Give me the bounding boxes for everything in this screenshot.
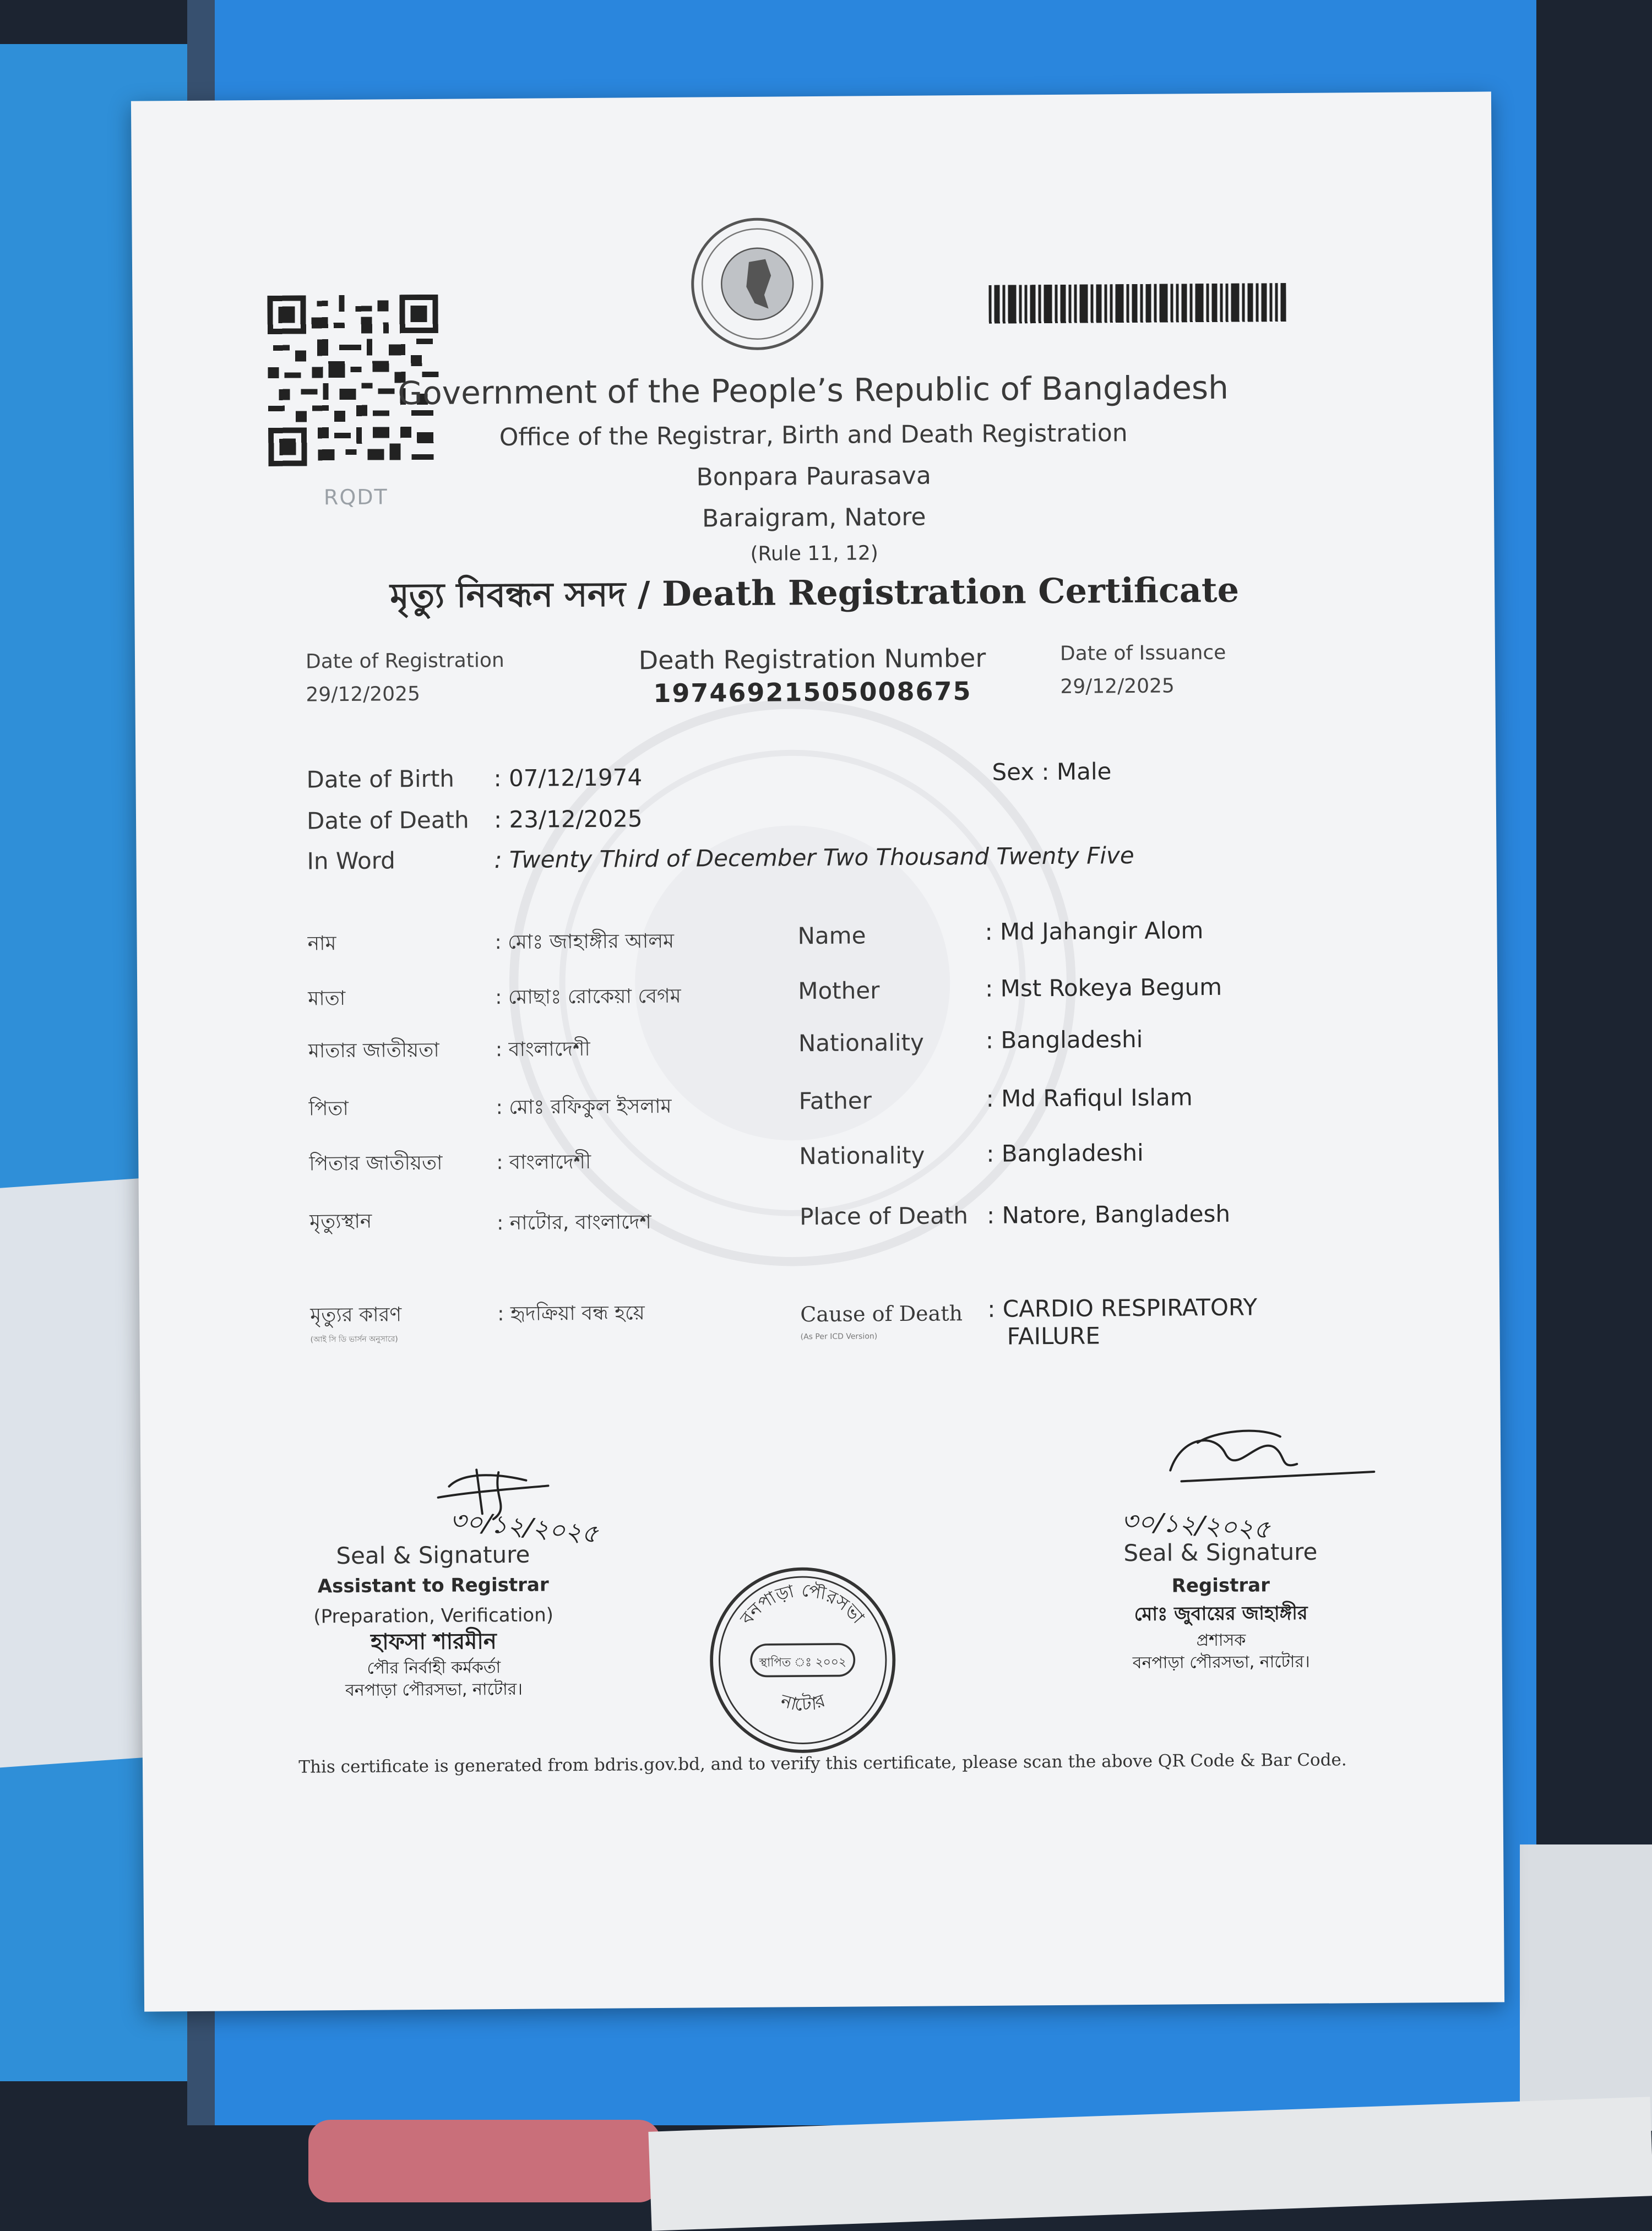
rule-reference: (Rule 11, 12) [750,542,879,565]
date-of-issuance-label: Date of Issuance [1059,641,1226,665]
name-value: : Md Jahangir Alom [985,917,1204,945]
registrar-handwritten-date: ৩০/১২/২০২৫ [1120,1505,1271,1544]
bn-father-nationality-label: পিতার জাতীয়তা [309,1151,443,1176]
mother-value: : Mst Rokeya Begum [985,973,1222,1002]
bn-father-label: পিতা [308,1097,349,1120]
seal-middle-text: স্থাপিত ঃ ২০০২ [759,1655,846,1670]
mother-label: Mother [798,977,880,1005]
date-of-registration-value: 29/12/2025 [306,683,421,706]
bn-cause-note: (আই সি ডি ভার্সন অনুসারে) [310,1335,398,1345]
svg-text:নাটোর [778,1690,829,1716]
date-of-death-value: : 23/12/2025 [493,805,643,834]
bn-place-of-death-value: : নাটোর, বাংলাদেশ [497,1211,651,1235]
office-title: Office of the Registrar, Birth and Death Registration [499,419,1128,452]
seal-bottom-text: নাটোর [778,1690,828,1715]
place-of-death-label: Place of Death [799,1202,969,1231]
assistant-role: Assistant to Registrar [317,1574,549,1598]
registration-number-label: Death Registration Number [638,643,986,676]
sex-value: Sex : Male [992,758,1112,786]
barcode[interactable] [988,283,1286,324]
date-of-registration-label: Date of Registration [305,649,504,673]
registrar-stamp-name: মোঃ জুবায়ের জাহাঙ্গীর [1134,1602,1308,1626]
date-of-death-label: Date of Death [306,806,469,835]
cause-of-death-value-line1: : CARDIO RESPIRATORY [987,1293,1258,1323]
svg-text:বনপাড়া পৌরসভা [735,1579,868,1629]
background-sheet-right [1520,1844,1652,2131]
certificate-title: মৃত্যু নিবন্ধন সনদ / Death Registration Certificate [390,569,1240,616]
bn-father-value: : মোঃ রফিকুল ইসলাম [496,1095,672,1119]
government-title: Government of the People’s Republic of Bangladesh [398,368,1229,412]
cause-of-death-label: Cause of Death [800,1301,963,1327]
verification-footer: This certificate is generated from bdris.gov.bd, and to verify this certificate, please scan the above QR Code & Bar Code. [298,1750,1347,1777]
assistant-seal-label: Seal & Signature [336,1541,530,1570]
background-object [308,2120,661,2202]
cause-of-death-value-line2: FAILURE [1007,1322,1100,1350]
registrar-seal-label: Seal & Signature [1123,1538,1318,1567]
date-of-birth-value: : 07/12/1974 [493,764,643,792]
bn-cause-label: মৃত্যুর কারণ [310,1303,402,1327]
mother-nationality-label: Nationality [798,1029,925,1057]
assistant-stamp-office: বনপাড়া পৌরসভা, নাটোর। [345,1679,523,1701]
bn-name-label: নাম [307,932,336,955]
bn-mother-label: মাতা [308,987,346,1010]
date-of-birth-label: Date of Birth [306,765,455,793]
municipality-round-seal [703,1560,903,1760]
father-nationality-label: Nationality [799,1141,925,1170]
registration-number-value: 19746921505008675 [653,676,972,709]
paurasava-name: Bonpara Paurasava [696,461,932,492]
bn-father-nationality-value: : বাংলাদেশী [496,1150,591,1174]
father-nationality-value: : Bangladeshi [986,1139,1144,1167]
registrar-role: Registrar [1171,1574,1270,1597]
date-of-issuance-value: 29/12/2025 [1060,674,1175,698]
seal-top-text: বনপাড়া পৌরসভা [736,1579,869,1629]
in-word-value: : Twenty Third of December Two Thousand Twenty Five [494,841,1134,874]
bn-cause-value: : হৃদক্রিয়া বন্ধ হয়ে [497,1302,645,1326]
assistant-handwritten-date: ৩০/১২/২০২৫ [448,1504,600,1549]
father-label: Father [798,1087,872,1115]
bn-place-of-death-label: মৃত্যুস্থান [309,1210,372,1233]
government-emblem [688,215,827,353]
registrar-stamp-title: প্রশাসক [1196,1630,1246,1651]
location-name: Baraigram, Natore [702,503,926,533]
certificate-paper [131,91,1504,2011]
qr-code-label: RQDT [323,485,388,510]
registrar-stamp-office: বনপাড়া পৌরসভা, নাটোর। [1132,1652,1310,1673]
assistant-role-note: (Preparation, Verification) [313,1604,554,1628]
bn-name-value: : মোঃ জাহাঙ্গীর আলম [494,929,675,954]
bn-mother-nationality-value: : বাংলাদেশী [495,1037,590,1062]
bn-mother-value: : মোছাঃ রোকেয়া বেগম [495,984,681,1009]
place-of-death-value: : Natore, Bangladesh [986,1200,1231,1229]
name-label: Name [797,922,866,950]
mother-nationality-value: : Bangladeshi [985,1025,1143,1054]
assistant-stamp-title: পৌর নির্বাহী কর্মকর্তা [367,1658,501,1678]
father-value: : Md Rafiqul Islam [986,1084,1193,1112]
assistant-stamp-name: হাফসা শারমীন [370,1629,497,1655]
cause-of-death-note: (As Per ICD Version) [800,1332,878,1342]
registrar-signature [1148,1419,1380,1498]
bn-mother-nationality-label: মাতার জাতীয়তা [308,1038,439,1063]
in-word-label: In Word [307,847,396,875]
